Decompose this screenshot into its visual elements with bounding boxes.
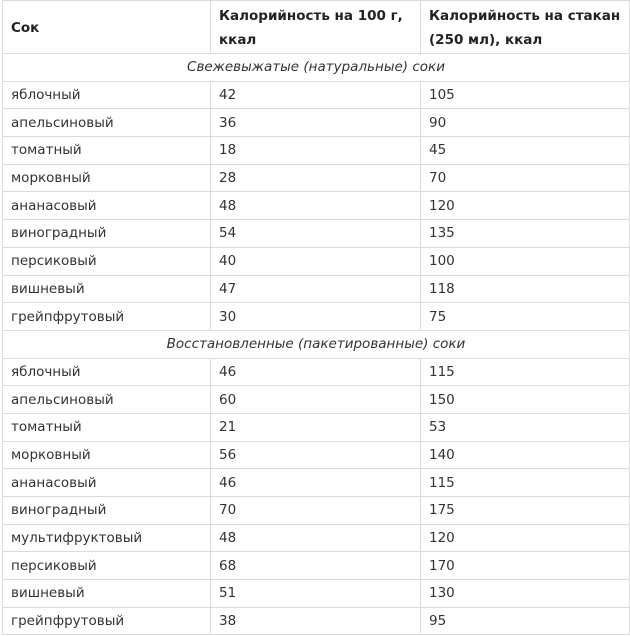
table-row xyxy=(3,607,630,635)
section-title: Восстановленные (пакетированные) соки xyxy=(3,330,630,358)
table-row xyxy=(3,275,630,303)
calories-per-100g-cell: 36 xyxy=(211,109,421,137)
calories-per-100g-cell: 40 xyxy=(211,247,421,275)
table-row xyxy=(3,386,630,414)
table-row xyxy=(3,247,630,275)
table-row xyxy=(3,109,630,137)
section-row xyxy=(3,54,630,82)
table-row xyxy=(3,220,630,248)
calories-per-100g-cell: 68 xyxy=(211,552,421,580)
table-row xyxy=(3,552,630,580)
juice-name-cell: ананасовый xyxy=(3,192,211,220)
calories-per-100g-cell: 21 xyxy=(211,413,421,441)
table-row xyxy=(3,192,630,220)
juice-name-cell: персиковый xyxy=(3,247,211,275)
calories-per-glass-cell: 175 xyxy=(421,497,630,525)
juice-name-cell: персиковый xyxy=(3,552,211,580)
calories-per-100g-cell: 18 xyxy=(211,137,421,165)
juice-name-cell: яблочный xyxy=(3,81,211,109)
table-row xyxy=(3,137,630,165)
header-juice: Сок xyxy=(3,1,211,54)
juice-name-cell: грейпфрутовый xyxy=(3,607,211,635)
calories-per-glass-cell: 105 xyxy=(421,81,630,109)
calories-per-glass-cell: 45 xyxy=(421,137,630,165)
juice-name-cell: апельсиновый xyxy=(3,109,211,137)
table-row xyxy=(3,358,630,386)
calories-per-100g-cell: 47 xyxy=(211,275,421,303)
section-title: Свежевыжатые (натуральные) соки xyxy=(3,54,630,82)
calories-per-glass-cell: 150 xyxy=(421,386,630,414)
calories-per-glass-cell: 140 xyxy=(421,441,630,469)
section-row xyxy=(3,330,630,358)
table-row xyxy=(3,497,630,525)
juice-name-cell: виноградный xyxy=(3,497,211,525)
calories-per-glass-cell: 118 xyxy=(421,275,630,303)
table-row xyxy=(3,164,630,192)
juice-name-cell: ананасовый xyxy=(3,469,211,497)
calories-per-100g-cell: 56 xyxy=(211,441,421,469)
table-row xyxy=(3,524,630,552)
calories-per-100g-cell: 46 xyxy=(211,469,421,497)
juice-name-cell: мультифруктовый xyxy=(3,524,211,552)
juice-name-cell: грейпфрутовый xyxy=(3,303,211,331)
juice-calorie-table xyxy=(2,0,630,635)
calories-per-glass-cell: 115 xyxy=(421,358,630,386)
calories-per-glass-cell: 70 xyxy=(421,164,630,192)
calories-per-glass-cell: 100 xyxy=(421,247,630,275)
table-body xyxy=(3,54,630,635)
calories-per-glass-cell: 170 xyxy=(421,552,630,580)
table-row xyxy=(3,413,630,441)
calories-per-100g-cell: 51 xyxy=(211,580,421,608)
table-row xyxy=(3,81,630,109)
juice-name-cell: томатный xyxy=(3,413,211,441)
calories-per-glass-cell: 53 xyxy=(421,413,630,441)
calories-per-glass-cell: 75 xyxy=(421,303,630,331)
calories-per-100g-cell: 48 xyxy=(211,192,421,220)
juice-name-cell: апельсиновый xyxy=(3,386,211,414)
calories-per-glass-cell: 120 xyxy=(421,192,630,220)
juice-name-cell: яблочный xyxy=(3,358,211,386)
table-row xyxy=(3,303,630,331)
juice-name-cell: морковный xyxy=(3,164,211,192)
calories-per-100g-cell: 28 xyxy=(211,164,421,192)
juice-name-cell: томатный xyxy=(3,137,211,165)
table-row xyxy=(3,441,630,469)
header-calories-per-glass: Калорийность на стакан (250 мл), ккал xyxy=(421,1,630,54)
calories-per-100g-cell: 48 xyxy=(211,524,421,552)
table-header-row xyxy=(3,1,630,54)
table-row xyxy=(3,469,630,497)
juice-name-cell: вишневый xyxy=(3,580,211,608)
calories-per-glass-cell: 90 xyxy=(421,109,630,137)
calories-per-glass-cell: 115 xyxy=(421,469,630,497)
calories-per-100g-cell: 60 xyxy=(211,386,421,414)
calories-per-glass-cell: 95 xyxy=(421,607,630,635)
calories-per-100g-cell: 30 xyxy=(211,303,421,331)
juice-name-cell: вишневый xyxy=(3,275,211,303)
table-row xyxy=(3,580,630,608)
calories-per-glass-cell: 120 xyxy=(421,524,630,552)
header-calories-per-100g: Калорийность на 100 г, ккал xyxy=(211,1,421,54)
calories-per-100g-cell: 54 xyxy=(211,220,421,248)
calories-per-100g-cell: 38 xyxy=(211,607,421,635)
calories-per-100g-cell: 70 xyxy=(211,497,421,525)
juice-name-cell: виноградный xyxy=(3,220,211,248)
calories-per-glass-cell: 130 xyxy=(421,580,630,608)
calories-per-100g-cell: 46 xyxy=(211,358,421,386)
juice-name-cell: морковный xyxy=(3,441,211,469)
calories-per-glass-cell: 135 xyxy=(421,220,630,248)
calories-per-100g-cell: 42 xyxy=(211,81,421,109)
